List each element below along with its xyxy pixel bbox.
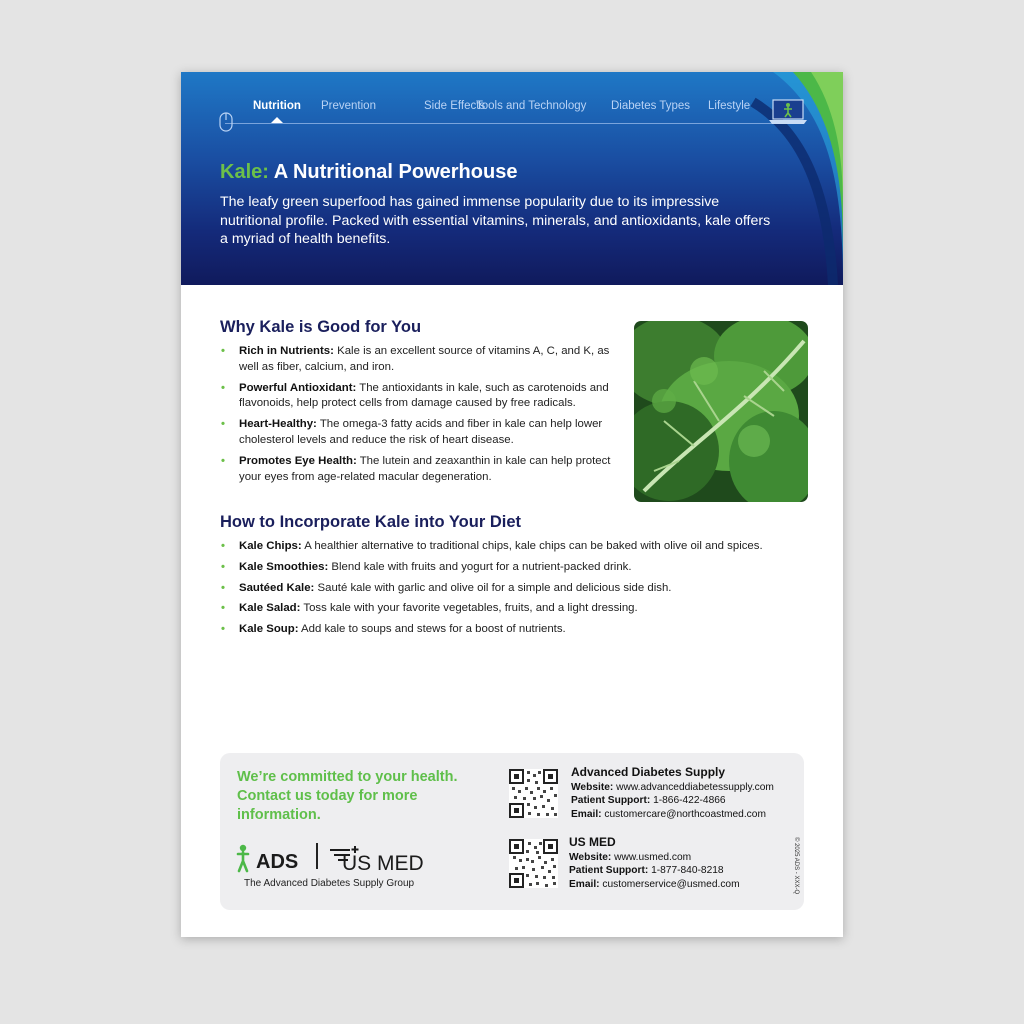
nav-rule [225,123,773,124]
title-text: A Nutritional Powerhouse [268,161,518,183]
qr-code-usmed[interactable] [509,839,558,888]
nav-item-diabetes-types[interactable]: Diabetes Types [611,100,691,112]
list-item [220,417,620,449]
header-banner [181,72,843,285]
list-item [220,381,620,413]
mouse-icon [219,112,233,132]
cta-text: We’re committed to your health. Contact us today for more information. [237,769,458,823]
nav-item-prevention[interactable]: Prevention [321,100,376,112]
contact-org: Advanced Diabetes Supply [571,765,726,779]
contact-email-row: Email: customercare@northcoastmed.com [571,808,766,820]
list-item [220,560,780,576]
section-heading-benefits: Why Kale is Good for You [220,318,422,336]
contact-email-link[interactable]: customerservice@usmed.com [599,878,740,890]
list-item [220,454,620,486]
contact-phone-row: Patient Support: 1-866-422-4866 [571,795,726,807]
contact-email-row: Email: customerservice@usmed.com [569,878,740,890]
contact-phone[interactable]: 1-866-422-4866 [650,795,726,807]
item-term: Kale Soup: [239,623,299,636]
item-text: The omega-3 fatty acids and fiber in kale can help lower cholesterol levels and reduce the risk of heart disease. [239,418,603,446]
page-title [220,161,517,184]
svg-text:US MED: US MED [342,852,424,875]
list-item [220,344,620,376]
item-term: Sautéed Kale: [239,581,315,594]
benefits-list [220,344,620,490]
contact-website-row: Website: www.usmed.com [569,852,692,864]
contact-phone-row: Patient Support: 1-877-840-8218 [569,865,724,877]
list-item [220,581,780,597]
item-term: Kale Smoothies: [239,560,329,573]
svg-text:ADS: ADS [256,851,299,873]
item-text: Kale is an excellent source of vitamins A, C, and K, as well as fiber, calcium, and iron. [239,345,610,373]
nav-item-nutrition[interactable]: Nutrition [253,100,301,112]
nav-item-lifestyle[interactable]: Lifestyle [708,100,751,112]
item-text: Sauté kale with garlic and olive oil for a simple and delicious side dish. [314,581,672,594]
item-term: Promotes Eye Health: [239,454,357,467]
item-term: Kale Salad: [239,602,301,615]
title-accent: Kale: [220,161,269,183]
contact-phone[interactable]: 1-877-840-8218 [648,865,724,877]
diet-ideas-list [220,539,780,643]
item-text: Toss kale with your favorite vegetables, fruits, and a light dressing. [300,602,638,615]
item-term: Heart-Healthy: [239,418,317,431]
list-item [220,539,780,555]
list-item [220,601,780,617]
contact-email-link[interactable]: customercare@northcoastmed.com [601,808,766,820]
nav-item-tools-and-technology[interactable]: Tools and Technology [476,100,587,112]
intro-paragraph: The leafy green superfood has gained immense popularity due to its impressive nutritional profile. Packed with essential vitamins, minerals, and antioxidants, kale offers a myriad of health benefits. [220,194,771,247]
nav-item-side-effects[interactable]: Side Effects [424,100,486,112]
item-text: The antioxidants in kale, such as carotenoids and flavonoids, help protect cells from damage caused by free radicals. [239,381,609,410]
section-heading-incorporate: How to Incorporate Kale into Your Diet [220,513,521,531]
item-term: Kale Chips: [239,540,302,552]
contact-usmed [569,836,740,891]
group-tagline: The Advanced Diabetes Supply Group [244,878,415,889]
flyer-page [181,72,843,937]
item-term: Powerful Antioxidant: [239,381,357,394]
item-text: Add kale to soups and stews for a boost of nutrients. [298,623,566,636]
item-text: A healthier alternative to traditional chips, kale chips can be baked with olive oil and spices. [301,540,763,552]
item-text: The lutein and zeaxanthin in kale can help protect your eyes from age-related macular degeneration. [239,454,611,483]
contact-website-link[interactable]: www.advanceddiabetessupply.com [613,782,774,794]
contact-footer [220,753,804,910]
document-code: © 2025 ADS - XXX-Q [793,837,799,895]
list-item [220,622,780,638]
item-text: Blend kale with fruits and yogurt for a nutrient-packed drink. [328,560,632,573]
contact-website-row: Website: www.advanceddiabetessupply.com [571,782,774,794]
active-nav-caret-icon [271,117,283,123]
contact-ads [571,766,774,821]
usmed-logo [328,841,453,875]
kale-photo [634,321,808,502]
laptop-icon [769,98,807,126]
item-term: Rich in Nutrients: [239,345,334,357]
contact-org: US MED [569,835,616,849]
ads-logo [236,841,316,875]
contact-website-link[interactable]: www.usmed.com [611,852,692,864]
qr-code-ads[interactable] [509,769,558,818]
logo-divider [316,843,318,869]
